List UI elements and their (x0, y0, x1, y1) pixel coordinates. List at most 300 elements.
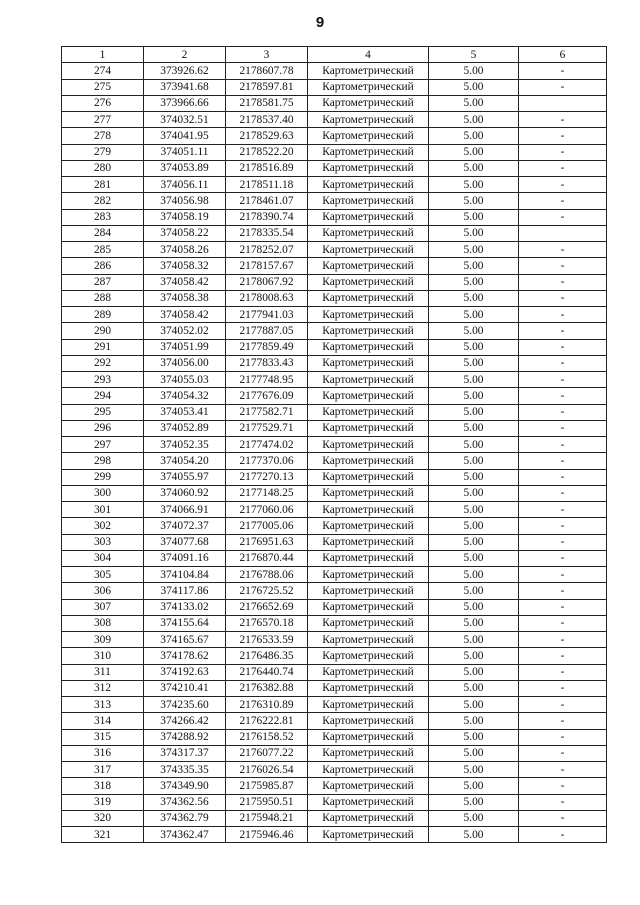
table-cell: 374104.84 (144, 567, 226, 583)
table-cell: 5.00 (429, 567, 519, 583)
table-cell: 5.00 (429, 388, 519, 404)
table-row (62, 79, 607, 95)
table-cell: 5.00 (429, 550, 519, 566)
table-cell: 2176440.74 (226, 664, 308, 680)
table-cell: 313 (62, 697, 144, 713)
table-cell: Картометрический (308, 128, 429, 144)
table-cell: 2175946.46 (226, 827, 308, 843)
table-cell: 5.00 (429, 615, 519, 631)
table-cell: - (519, 745, 607, 761)
table-row (62, 599, 607, 615)
table-row (62, 453, 607, 469)
table-cell: 311 (62, 664, 144, 680)
table-row (62, 697, 607, 713)
table-cell: Картометрический (308, 729, 429, 745)
table-cell: 2176570.18 (226, 615, 308, 631)
table-cell: 5.00 (429, 225, 519, 241)
table-cell: Картометрический (308, 794, 429, 810)
table-cell: - (519, 810, 607, 826)
column-header: 2 (144, 47, 226, 63)
table-cell: 2178335.54 (226, 225, 308, 241)
table-cell: Картометрический (308, 502, 429, 518)
table-cell: 302 (62, 518, 144, 534)
table-cell: 5.00 (429, 453, 519, 469)
table-cell: 2177370.06 (226, 453, 308, 469)
table-cell: 2177833.43 (226, 355, 308, 371)
table-cell: 2176486.35 (226, 648, 308, 664)
table-cell: 2176310.89 (226, 697, 308, 713)
table-row (62, 160, 607, 176)
table-cell: - (519, 160, 607, 176)
table-cell: Картометрический (308, 323, 429, 339)
table-row (62, 762, 607, 778)
table-cell: - (519, 485, 607, 501)
table-cell: 5.00 (429, 810, 519, 826)
table-cell: 291 (62, 339, 144, 355)
table-cell: - (519, 339, 607, 355)
table-cell: - (519, 79, 607, 95)
table-cell: - (519, 177, 607, 193)
table-cell: - (519, 388, 607, 404)
table-cell: - (519, 144, 607, 160)
table-cell: - (519, 128, 607, 144)
table-row (62, 567, 607, 583)
table-cell: 5.00 (429, 648, 519, 664)
table-cell: 308 (62, 615, 144, 631)
table-row (62, 583, 607, 599)
table-cell: 290 (62, 323, 144, 339)
table-row (62, 437, 607, 453)
table-row (62, 242, 607, 258)
table-cell: 295 (62, 404, 144, 420)
table-cell: 2178581.75 (226, 95, 308, 111)
table-cell: 2177060.06 (226, 502, 308, 518)
table-row (62, 193, 607, 209)
table-row (62, 778, 607, 794)
table-cell: 298 (62, 453, 144, 469)
table-row (62, 63, 607, 79)
table-cell: Картометрический (308, 160, 429, 176)
table-cell: 374053.89 (144, 160, 226, 176)
table-cell: 2176725.52 (226, 583, 308, 599)
table-cell: - (519, 827, 607, 843)
table-cell: 5.00 (429, 160, 519, 176)
table-row (62, 274, 607, 290)
table-cell: Картометрический (308, 778, 429, 794)
table-row (62, 664, 607, 680)
table-row (62, 339, 607, 355)
table-cell: - (519, 307, 607, 323)
table-cell: 5.00 (429, 209, 519, 225)
table-cell: 374072.37 (144, 518, 226, 534)
table-cell: 2178537.40 (226, 112, 308, 128)
table-row (62, 745, 607, 761)
table-cell: 374362.79 (144, 810, 226, 826)
table-cell: 287 (62, 274, 144, 290)
table-cell: 2175985.87 (226, 778, 308, 794)
table-cell: 5.00 (429, 355, 519, 371)
table-cell: 306 (62, 583, 144, 599)
table-row (62, 502, 607, 518)
table-cell: Картометрический (308, 307, 429, 323)
table-cell: - (519, 274, 607, 290)
table-cell: 2178157.67 (226, 258, 308, 274)
table-cell: Картометрический (308, 258, 429, 274)
table-cell: - (519, 550, 607, 566)
table-cell: 374052.35 (144, 437, 226, 453)
table-cell: Картометрический (308, 469, 429, 485)
table-cell: 284 (62, 225, 144, 241)
table-row (62, 388, 607, 404)
table-cell: 2178067.92 (226, 274, 308, 290)
table-cell: 5.00 (429, 794, 519, 810)
table-row (62, 144, 607, 160)
table-cell: Картометрический (308, 550, 429, 566)
table-cell: 2177859.49 (226, 339, 308, 355)
page-number: 9 (315, 14, 325, 31)
table-cell: 374058.19 (144, 209, 226, 225)
table-cell: Картометрический (308, 762, 429, 778)
table-cell: - (519, 437, 607, 453)
table-cell: Картометрический (308, 209, 429, 225)
table-cell: 374052.89 (144, 420, 226, 436)
table-cell: 5.00 (429, 745, 519, 761)
table-cell: 315 (62, 729, 144, 745)
table-cell: 2178516.89 (226, 160, 308, 176)
table-cell: 374041.95 (144, 128, 226, 144)
table-cell: 2177005.06 (226, 518, 308, 534)
table-cell: 2176533.59 (226, 632, 308, 648)
table-cell: 278 (62, 128, 144, 144)
table-cell: - (519, 469, 607, 485)
table-cell: 5.00 (429, 778, 519, 794)
table-cell: 374155.64 (144, 615, 226, 631)
table-cell: 310 (62, 648, 144, 664)
table-cell: 5.00 (429, 307, 519, 323)
table-cell: 374066.91 (144, 502, 226, 518)
table-cell: 2178597.81 (226, 79, 308, 95)
table-cell: 5.00 (429, 144, 519, 160)
table-row (62, 680, 607, 696)
table-cell: - (519, 794, 607, 810)
table-cell: 2178252.07 (226, 242, 308, 258)
table-cell: 5.00 (429, 128, 519, 144)
table-cell: - (519, 664, 607, 680)
table-cell: 374117.86 (144, 583, 226, 599)
table-cell: - (519, 680, 607, 696)
table-cell: 374317.37 (144, 745, 226, 761)
table-cell: 5.00 (429, 274, 519, 290)
table-cell: Картометрический (308, 615, 429, 631)
table-row (62, 372, 607, 388)
table-cell: 374032.51 (144, 112, 226, 128)
table-cell: 374056.11 (144, 177, 226, 193)
table-row (62, 729, 607, 745)
table-cell: 5.00 (429, 242, 519, 258)
table-cell: 374055.97 (144, 469, 226, 485)
table-cell: Картометрический (308, 242, 429, 258)
table-cell: Картометрический (308, 745, 429, 761)
table-row (62, 225, 607, 241)
table-cell: 5.00 (429, 713, 519, 729)
table-cell: 5.00 (429, 339, 519, 355)
table-cell: 276 (62, 95, 144, 111)
table-cell: 2176077.22 (226, 745, 308, 761)
table-cell: - (519, 697, 607, 713)
table-cell: 5.00 (429, 534, 519, 550)
table-cell: 374091.16 (144, 550, 226, 566)
table-cell: 2176026.54 (226, 762, 308, 778)
table-cell: 305 (62, 567, 144, 583)
table-body (62, 63, 607, 843)
table-cell: 5.00 (429, 697, 519, 713)
table-cell: 2176951.63 (226, 534, 308, 550)
table-row (62, 290, 607, 306)
table-row (62, 518, 607, 534)
table-cell: - (519, 404, 607, 420)
table-cell: - (519, 567, 607, 583)
table-cell: 2176870.44 (226, 550, 308, 566)
table-row (62, 713, 607, 729)
table-cell: 2176652.69 (226, 599, 308, 615)
table-cell: 317 (62, 762, 144, 778)
table-cell: Картометрический (308, 599, 429, 615)
table-cell: 301 (62, 502, 144, 518)
table-cell: - (519, 63, 607, 79)
table-cell: 374056.00 (144, 355, 226, 371)
table-row (62, 632, 607, 648)
table-cell: Картометрический (308, 680, 429, 696)
table-cell: 286 (62, 258, 144, 274)
table-cell: 2176222.81 (226, 713, 308, 729)
table-cell: 277 (62, 112, 144, 128)
table-cell: Картометрический (308, 697, 429, 713)
table-cell: 374349.90 (144, 778, 226, 794)
table-cell: Картометрический (308, 225, 429, 241)
table-cell: 374058.42 (144, 307, 226, 323)
table-row (62, 794, 607, 810)
table-cell: Картометрический (308, 388, 429, 404)
table-cell: 374055.03 (144, 372, 226, 388)
table-cell: - (519, 534, 607, 550)
table-cell: 374362.47 (144, 827, 226, 843)
table-cell: 292 (62, 355, 144, 371)
table-cell: 289 (62, 307, 144, 323)
table-cell: 374056.98 (144, 193, 226, 209)
table-cell: 5.00 (429, 404, 519, 420)
table-cell (519, 225, 607, 241)
table-cell: Картометрический (308, 437, 429, 453)
table-cell: - (519, 209, 607, 225)
table-cell: 5.00 (429, 372, 519, 388)
table-cell: 374051.11 (144, 144, 226, 160)
table-cell: 374192.63 (144, 664, 226, 680)
table-cell: 2178461.07 (226, 193, 308, 209)
table-cell: - (519, 355, 607, 371)
table-cell: - (519, 599, 607, 615)
table-cell: Картометрический (308, 567, 429, 583)
table-cell: Картометрический (308, 290, 429, 306)
table-cell: 312 (62, 680, 144, 696)
header-row (62, 47, 607, 63)
table-cell: 2178390.74 (226, 209, 308, 225)
table-cell: 309 (62, 632, 144, 648)
table-cell: 297 (62, 437, 144, 453)
table-cell: - (519, 290, 607, 306)
table-cell: 2177676.09 (226, 388, 308, 404)
column-header: 6 (519, 47, 607, 63)
table-cell: 5.00 (429, 177, 519, 193)
table-cell: 300 (62, 485, 144, 501)
table-cell: Картометрический (308, 648, 429, 664)
table-cell: Картометрический (308, 193, 429, 209)
column-header: 5 (429, 47, 519, 63)
table-cell: - (519, 583, 607, 599)
table-cell: Картометрический (308, 95, 429, 111)
table-cell: 374054.32 (144, 388, 226, 404)
table-cell: - (519, 778, 607, 794)
table-cell: 2177529.71 (226, 420, 308, 436)
table-cell: - (519, 729, 607, 745)
table-cell: 5.00 (429, 664, 519, 680)
table-cell: - (519, 453, 607, 469)
table-cell: Картометрический (308, 583, 429, 599)
table-cell: Картометрический (308, 810, 429, 826)
table-cell: 374288.92 (144, 729, 226, 745)
table-cell: 5.00 (429, 79, 519, 95)
table-cell: 274 (62, 63, 144, 79)
table-cell: 373926.62 (144, 63, 226, 79)
table-cell: 320 (62, 810, 144, 826)
table-cell: 2178511.18 (226, 177, 308, 193)
table-row (62, 323, 607, 339)
table-cell: 5.00 (429, 827, 519, 843)
table-cell: 374266.42 (144, 713, 226, 729)
table-cell: - (519, 372, 607, 388)
table-row (62, 404, 607, 420)
table-cell: 288 (62, 290, 144, 306)
table-cell: 5.00 (429, 762, 519, 778)
table-row (62, 95, 607, 111)
table-cell: Картометрический (308, 339, 429, 355)
table-cell: 5.00 (429, 632, 519, 648)
table-row (62, 355, 607, 371)
table-cell: 2178607.78 (226, 63, 308, 79)
table-cell: 283 (62, 209, 144, 225)
table-cell: 5.00 (429, 63, 519, 79)
table-cell: Картометрический (308, 112, 429, 128)
table-cell: Картометрический (308, 632, 429, 648)
table-cell: 374133.02 (144, 599, 226, 615)
table-cell: 374054.20 (144, 453, 226, 469)
table-cell: Картометрический (308, 664, 429, 680)
table-cell: 374058.38 (144, 290, 226, 306)
coordinates-table (61, 46, 607, 843)
table-cell: 303 (62, 534, 144, 550)
table-cell: 282 (62, 193, 144, 209)
table-cell: 319 (62, 794, 144, 810)
table-cell: 2178529.63 (226, 128, 308, 144)
table-cell: 5.00 (429, 290, 519, 306)
table-cell: 293 (62, 372, 144, 388)
table-cell: 374178.62 (144, 648, 226, 664)
table-cell: 299 (62, 469, 144, 485)
table-cell: 374235.60 (144, 697, 226, 713)
table-cell: - (519, 420, 607, 436)
table-cell: 2176788.06 (226, 567, 308, 583)
table-cell: - (519, 242, 607, 258)
column-header: 3 (226, 47, 308, 63)
table-cell: 316 (62, 745, 144, 761)
table-cell: 373966.66 (144, 95, 226, 111)
table-cell: 5.00 (429, 258, 519, 274)
table-cell: 296 (62, 420, 144, 436)
table-cell: 281 (62, 177, 144, 193)
table-cell: 5.00 (429, 193, 519, 209)
table-row (62, 469, 607, 485)
table-cell: 5.00 (429, 95, 519, 111)
table-cell: 2177748.95 (226, 372, 308, 388)
table-cell: - (519, 112, 607, 128)
table-cell: 2176158.52 (226, 729, 308, 745)
table-cell: 321 (62, 827, 144, 843)
table-cell: 2178522.20 (226, 144, 308, 160)
table-cell: 280 (62, 160, 144, 176)
table-cell: 294 (62, 388, 144, 404)
table-cell: 314 (62, 713, 144, 729)
table-row (62, 648, 607, 664)
table-cell: 318 (62, 778, 144, 794)
table-cell: 279 (62, 144, 144, 160)
table-cell: Картометрический (308, 79, 429, 95)
table-cell: 5.00 (429, 420, 519, 436)
table-cell: 304 (62, 550, 144, 566)
table-row (62, 615, 607, 631)
table-cell: 374335.35 (144, 762, 226, 778)
table-cell: 2175948.21 (226, 810, 308, 826)
table-cell: 374210.41 (144, 680, 226, 696)
table-cell: - (519, 502, 607, 518)
table-row (62, 112, 607, 128)
table-cell: 5.00 (429, 583, 519, 599)
table-cell: - (519, 648, 607, 664)
table-cell (519, 95, 607, 111)
table-cell: - (519, 518, 607, 534)
column-header: 4 (308, 47, 429, 63)
table-cell: Картометрический (308, 518, 429, 534)
table-cell: 2178008.63 (226, 290, 308, 306)
table-cell: - (519, 193, 607, 209)
table-cell: Картометрический (308, 827, 429, 843)
table-cell: Картометрический (308, 713, 429, 729)
table-cell: Картометрический (308, 144, 429, 160)
table-cell: - (519, 713, 607, 729)
table-cell: 2177270.13 (226, 469, 308, 485)
table-cell: 374058.26 (144, 242, 226, 258)
table-cell: 374060.92 (144, 485, 226, 501)
table-row (62, 810, 607, 826)
table-cell: - (519, 632, 607, 648)
table-cell: - (519, 762, 607, 778)
table-row (62, 258, 607, 274)
table-cell: 374165.67 (144, 632, 226, 648)
table-cell: 374077.68 (144, 534, 226, 550)
table-row (62, 209, 607, 225)
table-cell: 374058.32 (144, 258, 226, 274)
table-cell: - (519, 323, 607, 339)
table-cell: Картометрический (308, 485, 429, 501)
column-header: 1 (62, 47, 144, 63)
